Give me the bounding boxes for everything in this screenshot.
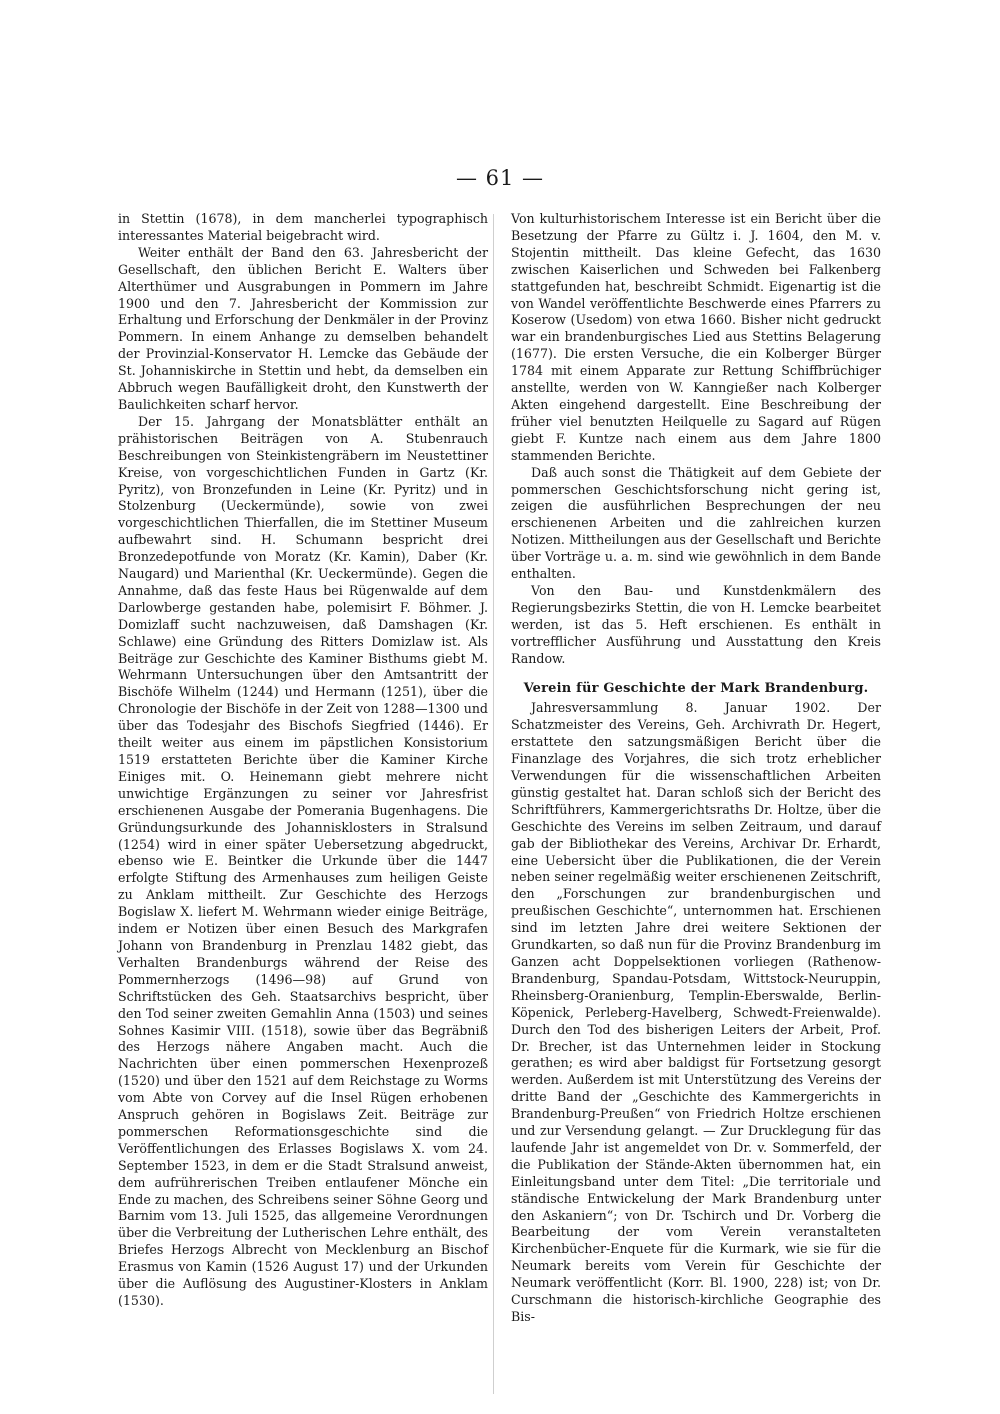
paragraph: Jahresversammlung 8. Januar 1902. Der Schatzmeister des Vereins, Geh. Archivrath Dr. Hegert, erstattete den satzungsmäßigen Bericht über die Finanzlage des Vorjahres, die sich trotz erheblicher Verwendungen für die wissenschaftlichen Arbeiten günstig gestaltet hat. Daran schloß sich der Bericht des Schriftführers, Kammergerichtsraths Dr. Holtze, über die Geschichte des Vereins im selben Zeitraum, und darauf gab der Bibliothekar des Vereins, Archivar Dr. Erhardt, eine Uebersicht über die Publikationen, die der Verein neben seiner regelmäßig weiter erschienenen Zeitschrift, den „Forschungen zur brandenburgischen und preußischen Geschichte“, unternommen hat. Erschienen sind im letzten Jahre drei weitere Sektionen der Grundkarten, so daß nun für die Provinz Brandenburg im Ganzen acht Doppelsektionen vorliegen (Rathenow-Brandenburg, Spandau-Potsdam, Wittstock-Neuruppin, Rheinsberg-Oranienburg, Templin-Eberswalde, Berlin-Köpenick, Perleberg-Havelberg, Schwedt-Freienwalde). Durch den Tod des bisherigen Leiters der Arbeit, Prof. Dr. Brecher, ist das Unternehmen leider in Stockung gerathen; es wird aber baldigst für Fortsetzung gesorgt werden. Außerdem ist mit Unterstützung des Vereins der dritte Band der „Geschichte des Kammergerichts in Brandenburg-Preußen“ von Friedrich Holtze erschienen und zur Versendung gelangt. — Zur Drucklegung für das laufende Jahr ist angemeldet von Dr. v. Sommerfeld, der die Publikation der Stände-Akten übernommen hat, ein Einleitungsband unter dem Titel: „Die territoriale und ständische Entwickelung der Mark Brandenburg unter den Askaniern“; von Dr. Tschirch und Dr. Vorberg die Bearbeitung der vom Verein veranstalteten Kirchenbücher-Enquete für die Kurmark, wie sie für die Neumark bereits vom Verein für Geschichte der Neumark veröffentlicht (Korr. Bl. 1900, 228) ist; von Dr. Curschmann die historisch-kirchliche Geographie des Bis-	[511, 700, 881, 1324]
page-number: — 61 —	[455, 166, 545, 190]
paragraph: Weiter enthält der Band den 63. Jahresbericht der Gesellschaft, den üblichen Bericht E. Walters über Alterthümer und Ausgrabungen in Pommern im Jahre 1900 und den 7. Jahresbericht der Kommission zur Erhaltung und Erforschung der Denkmäler in der Provinz Pommern. In einem Anhange zu demselben behandelt der Provinzial-Konservator H. Lemcke das Gebäude der St. Johanniskirche in Stettin und hebt, da demselben ein Abbruch wegen Baufälligkeit droht, den Kunstwerth der Baulichkeiten scharf hervor.	[118, 244, 488, 412]
paragraph: in Stettin (1678), in dem mancherlei typographisch interessantes Material beigebracht wird.	[118, 211, 488, 243]
column-divider	[493, 214, 494, 1394]
paragraph: Der 15. Jahrgang der Monatsblätter enthält an prähistorischen Beiträgen von A. Stubenrauch Beschreibungen von Steinkistengräbern im Neustettiner Kreise, von vorgeschichtlichen Funden in Gartz (Kr. Pyritz), von Bronzefunden in Leine (Kr. Pyritz) und in Stolzenburg (Ueckermünde), sowie von zwei vorgeschichtlichen Thierfallen, die im Stettiner Museum aufbewahrt sind. H. Schumann bespricht drei Bronzedepotfunde von Moratz (Kr. Kamin), Daber (Kr. Naugard) und Marienthal (Kr. Ueckermünde). Gegen die Annahme, daß das feste Haus bei Rügenwalde auf dem Darlowberge gestanden habe, polemisirt F. Böhmer. J. Domizlaff sucht nachzuweisen, daß Damshagen (Kr. Schlawe) eine Gründung des Ritters Domizlaw ist. Als Beiträge zur Geschichte des Kaminer Bisthums giebt M. Wehrmann Untersuchungen über den Amtsantritt der Bischöfe Wilhelm (1244) und Hermann (1251), über die Chronologie der Bischöfe in der Zeit von 1288—1300 und über das Todesjahr des Bischofs Siegfried (1446). Er theilt weiter aus einem im päpstlichen Konsistorium 1519 erstatteten Berichte über die Kaminer Kirche Einiges mit. O. Heinemann giebt mehrere nicht unwichtige Ergänzungen zu seiner vor Jahresfrist erschienenen Ausgabe der Pomerania Bugenhagens. Die Gründungsurkunde des Johannisklosters in Stralsund (1254) wird in einer später Uebersetzung abgedruckt, ebenso wie E. Beintker die Urkunde über die 1447 erfolgte Stiftung des Armenhauses zum heiligen Geiste zu Anklam mittheilt. Zur Geschichte des Herzogs Bogislaw X. liefert M. Wehrmann wieder einige Beiträge, indem er Notizen über einen Besuch des Markgrafen Johann von Brandenburg in Prenzlau 1482 giebt, das Verhalten Brandenburgs während der Reise des Pommernherzogs (1496—98) auf Grund von Schriftstücken des Geh. Staatsarchivs bespricht, über den Tod seiner zweiten Gemahlin Anna (1503) und seines Sohnes Kasimir VIII. (1518), sowie über das Begräbniß des Herzogs nähere Angaben macht. Auch die Nachrichten über einen pommerschen Hexenprozeß (1520) und über den 1521 auf dem Reichstage zu Worms vom Abte von Corvey auf die Insel Rügen erhobenen Anspruch gehören in Bogislaws Zeit. Beiträge zur pommerschen Reformationsgeschichte sind die Veröffentlichungen des Erlasses Bogislaws X. vom 24. September 1523, in dem er die Stadt Stralsund anweist, dem aufrührerischen Treiben entlaufener Mönche ein Ende zu machen, des Schreibens seiner Söhne Georg und Barnim vom 13. Juli 1525, das allgemeine Verordnungen über die Verbreitung der Lutherischen Lehre enthält, des Briefes Herzogs Albrecht von Mecklenburg an Bischof Erasmus von Kamin (1526 August 17) und der Urkunden über die Auflösung des Augustiner-Klosters in Anklam (1530).	[118, 413, 489, 1308]
paragraph: Von den Bau- und Kunstdenkmälern des Regierungsbezirks Stettin, die von H. Lemcke bearbeitet werden, ist das 5. Heft erschienen. Es enthält in vortrefflicher Ausführung und Ausstattung den Kreis Randow.	[511, 582, 881, 666]
section-heading: Verein für Geschichte der Mark Brandenburg.	[523, 681, 869, 697]
right-column	[511, 211, 881, 1326]
paragraph: Von kulturhistorischem Interesse ist ein Bericht über die Besetzung der Pfarre zu Gültz i. J. 1604, den M. v. Stojentin mittheilt. Das kleine Gefecht, das 1630 zwischen Kaiserlichen und Schweden bei Falkenberg stattgefunden hat, beschreibt Schmidt. Eigenartig ist die von Wandel veröffentlichte Beschwerde eines Pfarrers zu Koserow (Usedom) von etwa 1660. Bisher nicht gedruckt war ein brandenburgisches Lied aus Stettins Belagerung (1677). Die ersten Versuche, die ein Kolberger Bürger 1784 mit einem Apparate zur Rettung Schiffbrüchiger anstellte, werden von W. Kanngießer nach Kolberger Akten eingehend dargestellt. Eine Beschreibung der früher viel benutzten Heilquelle zu Sagard auf Rügen giebt F. Kuntze nach einem aus dem Jahre 1800 stammenden Berichte.	[511, 211, 881, 463]
paragraph: Daß auch sonst die Thätigkeit auf dem Gebiete der pommerschen Geschichtsforschung nicht gering ist, zeigen die ausführlichen Besprechungen der neu erschienenen Arbeiten und die zahlreichen kurzen Notizen. Mittheilungen aus der Gesellschaft und Berichte über Vorträge u. a. m. sind wie gewöhnlich in dem Bande enthalten.	[511, 464, 881, 582]
left-column	[118, 211, 488, 1310]
